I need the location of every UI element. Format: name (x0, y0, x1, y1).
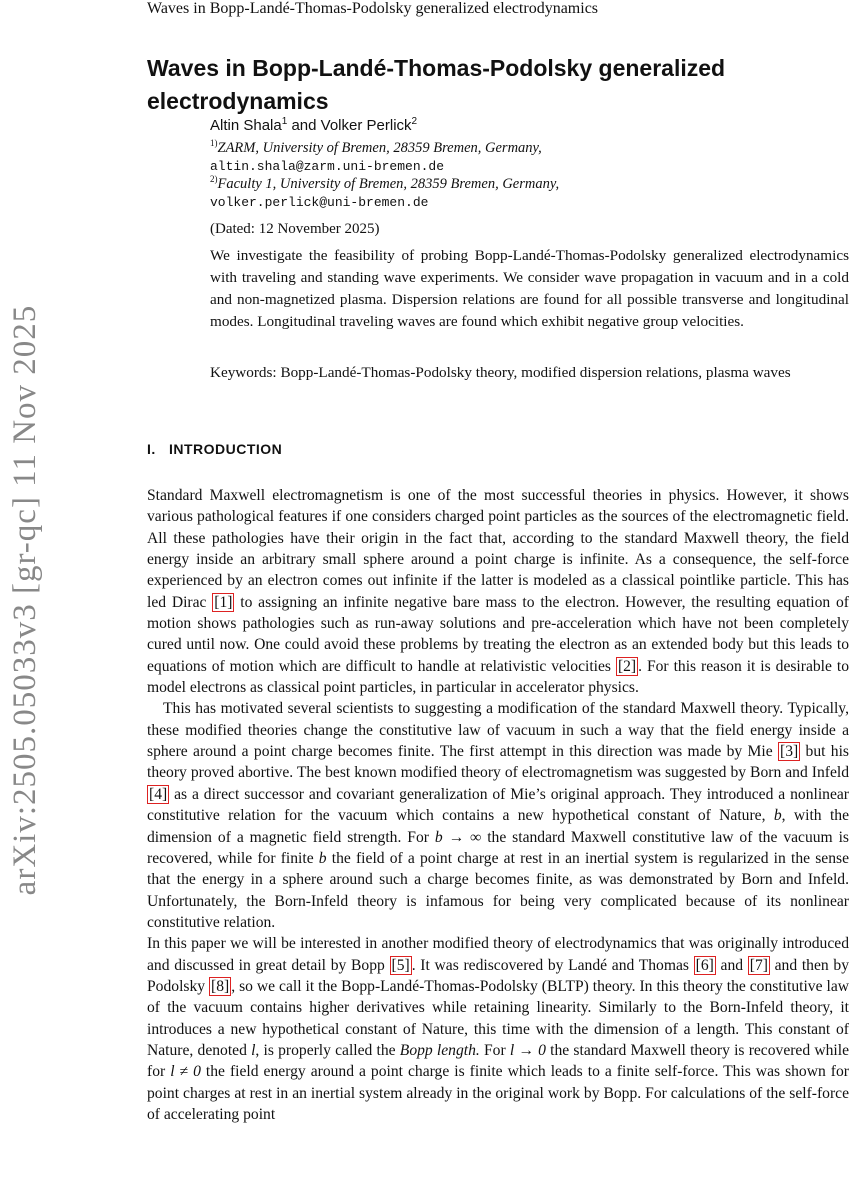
dated-line: (Dated: 12 November 2025) (210, 221, 380, 237)
citation-link-6[interactable]: [6] (695, 956, 714, 974)
author-1-affil-mark: 1 (281, 116, 288, 127)
paper-title: Waves in Bopp-Landé-Thomas-Podolsky generalized electrodynamics (147, 55, 726, 114)
paragraph-3 (147, 933, 849, 1125)
text-run: For (479, 1041, 510, 1059)
text-run: the field energy around a point charge is finite which leads to a finite self-force. This was shown for point charges at rest in an inertial system already in the original work by Bopp. For calculations of the self-force of accelerating point (147, 1063, 849, 1123)
text-run: the standard Maxwell theory is recovered while for (147, 1041, 849, 1081)
citation-link-1[interactable]: [1] (214, 593, 233, 611)
keywords: Keywords: Bopp-Landé-Thomas-Podolsky theory, modified dispersion relations, plasma waves (210, 364, 791, 381)
text-run: the standard Maxwell constitutive law of the vacuum is recovered, while for finite (147, 828, 850, 867)
text-run: , so we call it the Bopp-Landé-Thomas-Podolsky (BLTP) theory. In this theory the constitutive law of the vacuum contains higher derivatives while retaining linearity. Similarly to the Born-Infeld theory, it introduces a new hypothetical constant of Nature, this time with the dimension of a length. This constant of Nature, denoted (147, 977, 849, 1059)
math-expression: l → 0 (509, 1041, 546, 1059)
paragraph-1 (147, 485, 849, 698)
text-run: . For this reason it is desirable to model electrons as classical point particles, in particular in accelerator physics. (147, 657, 849, 697)
author-2-affil-mark: 2 (411, 116, 418, 127)
section-title: INTRODUCTION (168, 441, 283, 457)
body-text (147, 485, 849, 1125)
affiliation-1-text: ZARM, University of Bremen, 28359 Bremen, Germany, (217, 139, 542, 156)
math-expression: b → ∞ (434, 828, 482, 846)
text-run: the field of a point charge at rest in an inertial system is regularized in the sense that the energy in a sphere around such a charge becomes finite, as was demonstrated by Born and Infeld. Unfortunately, the Born-Infeld theory is infamous for being very complicated because of its nonlinear constitutive relation. (147, 849, 849, 931)
text-run: . It was rediscovered by Landé and Thomas (411, 956, 694, 974)
section-number: I. (147, 441, 156, 457)
email-2-link[interactable]: volker.perlick@uni-bremen.de (210, 195, 429, 210)
text-run: but his theory proved abortive. The best known modified theory of electromagnetism was suggested by Born and Infeld (147, 743, 850, 782)
text-run: to assigning an infinite negative bare mass to the electron. However, the resulting equation of motion shows pathologies such as run-away solutions and pre-acceleration which have not been completely cured until now. One could avoid these problems by treating the electron as an extended body but this leads to equations of motion which are difficult to handle at relativistic velocities (147, 593, 849, 675)
text-run: , with the dimension of a magnetic field strength. For (147, 807, 849, 846)
text-run: and then by Podolsky (147, 956, 849, 995)
citation-link-4[interactable]: [4] (149, 785, 168, 803)
text-run: Standard Maxwell electromagnetism is one of the most successful theories in physics. However, it shows various pathological features if one considers charged point particles as the sources of the electromagnetic field. All these pathologies have their origin in the fact that, according to the standard Maxwell theory, the field energy inside an arbitrary small sphere around a point charge is infinite. As a consequence, the self-force experienced by an electron comes out infinite if the latter is modeled as a classical pointlike particle. This has led Dirac (147, 487, 849, 611)
arxiv-id-text: arXiv:2505.05033v3 [gr-qc] 11 Nov 2025 (6, 304, 43, 896)
author-conjunction: and (287, 117, 321, 134)
emphasis-term: Bopp length. (399, 1041, 480, 1059)
affiliation-2-text: Faculty 1, University of Bremen, 28359 Bremen, Germany, (217, 175, 560, 192)
math-symbol: b (773, 807, 782, 825)
citation-link-7[interactable]: [7] (749, 956, 768, 974)
email-1-link[interactable]: altin.shala@zarm.uni-bremen.de (210, 159, 445, 174)
affiliation-1-mark: 1) (210, 138, 218, 148)
text-run: In this paper we will be interested in another modified theory of electrodynamics that was originally introduced and discussed in great detail by Bopp (147, 935, 849, 974)
abstract: We investigate the feasibility of probing Bopp-Landé-Thomas-Podolsky generalized electrodynamics with traveling and standing wave experiments. We consider wave propagation in vacuum and in a cold and non-magnetized plasma. Dispersion relations are found for all possible transverse and longitudinal modes. Longitudinal traveling waves are found which exhibit negative group velocities. (210, 247, 849, 330)
text-run: , is properly called the (255, 1041, 400, 1059)
affiliation-2-mark: 2) (210, 174, 218, 184)
citation-link-8[interactable]: [8] (211, 977, 230, 995)
text-run: and (715, 956, 748, 974)
author-2: Volker Perlick (320, 117, 412, 134)
citation-link-5[interactable]: [5] (391, 956, 410, 974)
author-list (210, 116, 417, 134)
affiliation-1 (210, 138, 542, 157)
section-heading (147, 441, 282, 457)
math-symbol: b (318, 849, 327, 867)
citation-link-2[interactable]: [2] (617, 657, 637, 675)
math-symbol: l (251, 1041, 256, 1059)
arxiv-identifier (5, 0, 45, 1200)
running-head: Waves in Bopp-Landé-Thomas-Podolsky generalized electrodynamics (147, 0, 599, 17)
math-expression: l ≠ 0 (170, 1063, 201, 1081)
citation-link-3[interactable]: [3] (780, 743, 799, 761)
affiliation-2 (210, 174, 559, 193)
text-run: as a direct successor and covariant generalization of Mie’s original approach. They introduced a nonlinear constitutive relation for the vacuum which contains a new hypothetical constant of Nature, (147, 785, 849, 825)
paragraph-2 (147, 698, 849, 933)
text-run: This has motivated several scientists to suggesting a modification of the standard Maxwell theory. Typically, these modified theories change the constitutive law of vacuum in such a way that the field energy inside a sphere around a point charge becomes finite. The first attempt in this direction was made by Mie (147, 700, 849, 761)
author-1: Altin Shala (210, 117, 282, 134)
